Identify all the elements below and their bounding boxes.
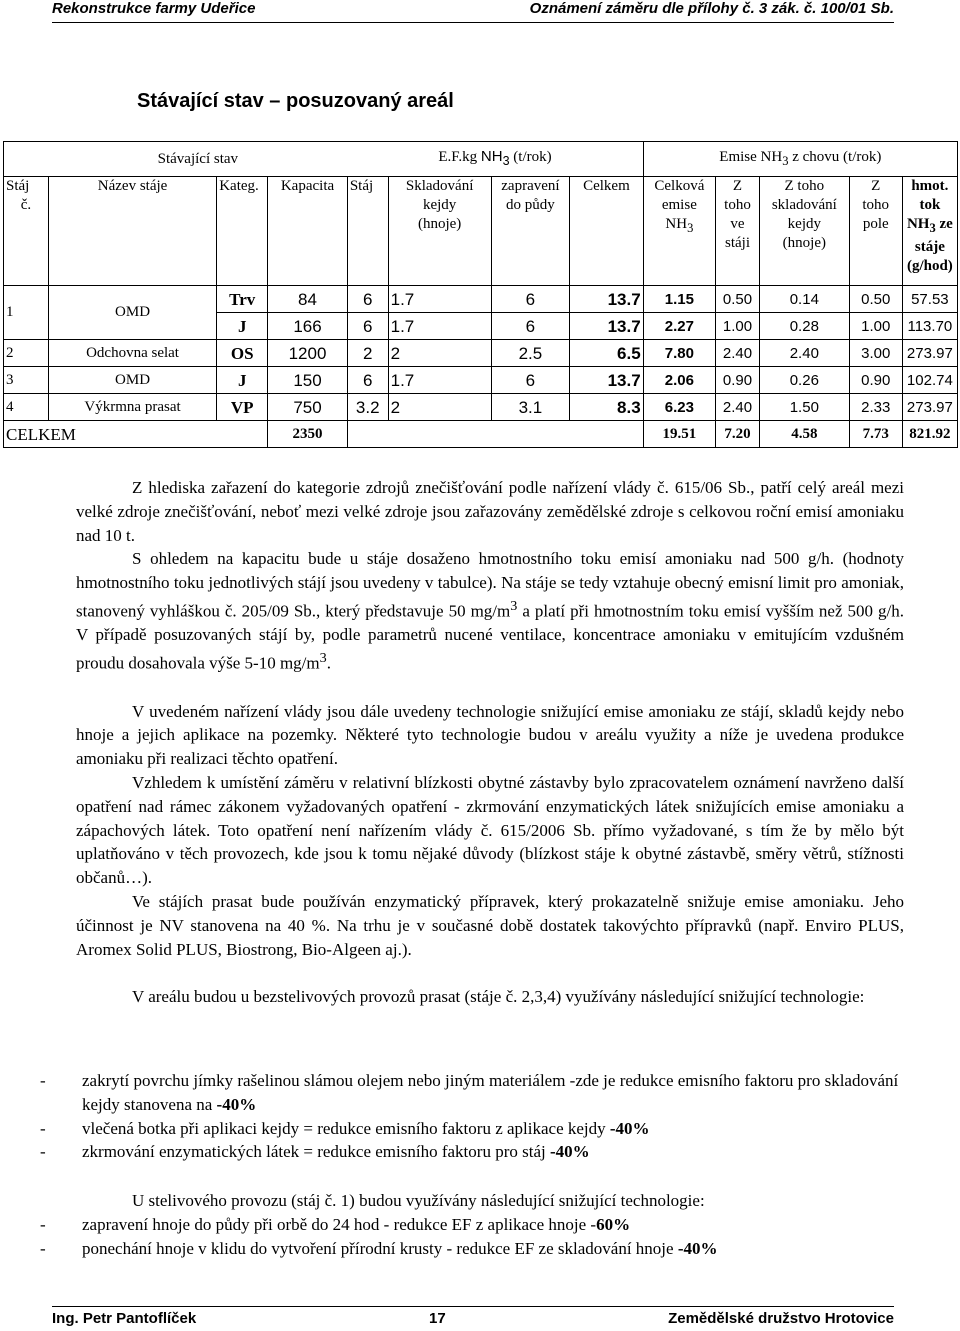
list-item: - zapravení hnoje do půdy při orbě do 24 hod - redukce EF z aplikace hnoje -60%	[40, 1215, 631, 1234]
col-kateg: Kateg.	[217, 177, 268, 286]
paragraph-classification: Z hlediska zařazení do kategorie zdrojů znečišťování podle nařízení vlády č. 615/06 Sb., patří celý areál mezi velké zdroje znečišťování, neboť mezi velké zdroje jsou zařazovány zemědělské zdroje s celkovou roční emisí amoniaku nad 10 t.	[76, 478, 904, 545]
paragraph-enzymes: Ve stájích prasat bude používán enzymatický přípravek, který prokazatelně snižuje emise amoniaku. Jeho účinnost je NV stanovena na 40 %. Na trhu je v současné době dostatek takovýchto přípravků (např. Enviro PLUS, Aromex Solid PLUS, Biostrong, Bio-Algeen aj.).	[76, 892, 904, 959]
total-label: CELKEM	[4, 421, 268, 448]
group-emission-suffix: z chovu (t/rok)	[792, 148, 882, 165]
footer-organization: Zemědělské družstvo Hrotovice	[668, 1310, 894, 1327]
table-column-header: Stáj č. Název stáje Kateg. Kapacita Stáj Skladování kejdy (hnoje) zapravení do půdy Celkem Celková emise $NH_3$ Z toho ve stáji Z toho skladování kejdy (hnoje) Z toho pole hmot. tok $NH_3$ ze stáje (g/hod)	[4, 177, 958, 286]
list-item: - zakrytí povrchu jímky rašelinou slámou olejem nebo jiným materiálem -zde je redukce emisního faktoru pro skladování kejdy stanovena na -40%	[40, 1071, 899, 1114]
table-row: 3 OMD J 150 6 1.7 6 13.7 2.06 0.90 0.26 0.90 102.74	[4, 367, 958, 394]
table-row: 4 Výkrmna prasat VP 750 3.2 2 3.1 8.3 6.23 2.40 1.50 2.33 273.97	[4, 394, 958, 421]
col-zapraveni: zapravení do půdy	[491, 177, 570, 286]
col-skladovani-kejdy: Z toho skladování kejdy (hnoje)	[759, 177, 849, 286]
col-celkem: Celkem	[570, 177, 643, 286]
paragraph-technologies: V uvedeném nařízení vlády jsou dále uvedeny technologie snižující emise amoniaku ze stájí, skladů kejdy nebo hnoje a jejich aplikace na pozemky. Některé tyto technologie budou v areálu využity a níže je uvedena produkce amoniaku při realizaci těchto opatření.	[76, 701, 904, 769]
col-name: Název stáje	[48, 177, 216, 286]
col-celkova-emise: Celková emise $NH_3$	[643, 177, 715, 286]
header-project: Rekonstrukce farmy Udeřice	[52, 0, 256, 17]
col-pole: Z toho pole	[849, 177, 902, 286]
col-hmot-tok: hmot. tok $NH_3$ ze stáje (g/hod)	[902, 177, 957, 286]
body-text	[76, 476, 904, 1009]
page-footer	[52, 1306, 894, 1329]
group-emission-prefix: Emise NH	[719, 148, 783, 165]
list-litter-technologies	[40, 1213, 904, 1261]
paragraph-litter-unit: U stelivového provozu (stáj č. 1) budou využívány následující snižující technologie:	[132, 1191, 705, 1210]
list-item: - vlečená botka při aplikaci kejdy = redukce emisního faktoru z aplikace kejdy -40%	[40, 1118, 650, 1138]
footer-author: Ing. Petr Pantoflíček	[52, 1310, 197, 1327]
table-row: J 166 6 1.7 6 13.7 2.27 1.00 0.28 1.00 113.70	[4, 313, 958, 340]
col-skladovani: Skladování kejdy (hnoje)	[388, 177, 491, 286]
page-header	[52, 0, 894, 23]
paragraph-pig-units: V areálu budou u bezstelivových provozů prasat (stáje č. 2,3,4) využívány následující snižující technologie:	[132, 987, 865, 1007]
table-group-header: Stávající stav E.F.kg $NH_3$ (t/rok) Emise $NH_3$ z chovu (t/rok)	[4, 142, 958, 177]
group-current: Stávající stav	[157, 150, 239, 167]
emission-table	[3, 141, 958, 448]
group-ef-prefix: E.F.kg	[438, 149, 478, 165]
col-kapacita: Kapacita	[268, 177, 348, 286]
list-pig-technologies	[40, 1069, 904, 1164]
page-title: Stávající stav – posuzovaný areál	[137, 90, 454, 112]
list-item: - ponechání hnoje v klidu do vytvoření přírodní krusty - redukce EF ze skladování hnoje -40%	[40, 1238, 718, 1258]
paragraph-limit: S ohledem na kapacitu bude u stáje dosaženo hmotnostního toku emisí amoniaku nad 500 g/h. (hodnoty hmotnostního toku jednotlivých stájí jsou uvedeny v tabulce). Na stáje se tedy vztahuje obecný emisní limit pro amoniak, stanovený vyhláškou č. 205/09 Sb., který představuje 50 $mg/m^3$ a platí při hmotnostním toku emisí vyšším než 500 g/h. V případě posuzovaných stájí by, podle parametrů nucené ventilace, koncentrace amoniaku v emitujícím vzdušném proudu dosahovala výše 5-10 $mg/m^3$.	[76, 549, 904, 673]
paragraph-location: Vzhledem k umístění záměru v relativní blízkosti obytné zástavby bylo zpracovatelem oznámení navrženo další opatření nad rámec zákonem vyžadovaných opatření - zkrmování enzymatických látek snižujících emise amoniaku a zápachových látek. Toto opatření není nařízením vlády č. 615/2006 Sb. přímo vyžadované, s tím že by mělo být uplatňováno v těch provozech, kde jsou k tomu nějaké důvody (blízkost stáje k obytné zástavbě, směry větrů, stížnosti občanů…).	[76, 773, 904, 888]
list-item: - zkrmování enzymatických látek = redukce emisního faktoru pro stáj -40%	[40, 1142, 590, 1162]
table-row: 2 Odchovna selat OS 1200 2 2 2.5 6.5 7.80 2.40 2.40 3.00 273.97	[4, 340, 958, 367]
group-ef-unit: (t/rok)	[513, 149, 552, 165]
table-row: 1 OMD Trv 84 6 1.7 6 13.7 1.15 0.50 0.14 0.50 57.53	[4, 286, 958, 313]
table-total-row: CELKEM 2350 19.51 7.20 4.58 7.73 821.92	[4, 421, 958, 448]
col-staj: Stáj	[347, 177, 388, 286]
header-document: Oznámení záměru dle přílohy č. 3 zák. č. 100/01 Sb.	[529, 0, 894, 17]
body-text-2	[76, 1189, 904, 1213]
page-number: 17	[429, 1310, 446, 1327]
col-ve-staji: Z toho ve stáji	[716, 177, 760, 286]
